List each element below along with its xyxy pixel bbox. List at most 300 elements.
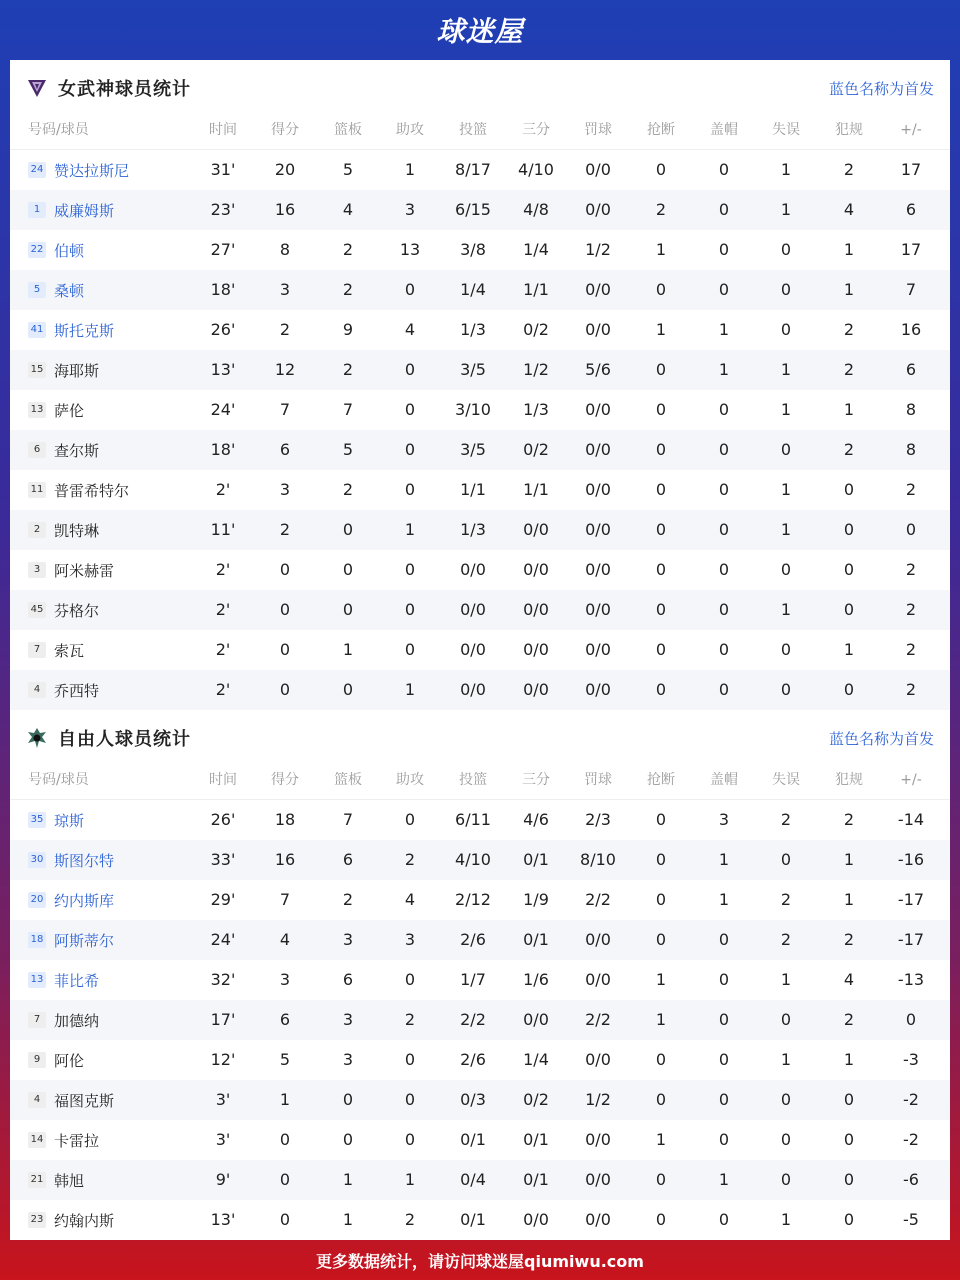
stat-cell: 0: [655, 810, 667, 829]
stat-cell: 0: [718, 680, 730, 699]
stat-cell: 18: [274, 810, 296, 829]
stat-cell: 29': [210, 890, 236, 909]
stat-cell: 0/0: [585, 1210, 611, 1229]
stat-cell: 0: [843, 680, 855, 699]
starter-note: 蓝色名称为首发: [828, 729, 934, 748]
stat-cell: 9: [342, 320, 354, 339]
player-row[interactable]: [10, 590, 950, 630]
stat-cell: 0: [655, 280, 667, 299]
jersey-number: 14: [28, 1132, 46, 1148]
player-name[interactable]: 赞达拉斯尼: [54, 161, 130, 180]
stat-cell: 1/4: [523, 240, 549, 259]
stat-cell: 0: [718, 240, 730, 259]
stat-cell: 0: [404, 560, 416, 579]
footer-banner[interactable]: [0, 1240, 960, 1280]
stat-cell: 0: [404, 280, 416, 299]
player-cell: [28, 510, 99, 550]
stat-cell: 5: [279, 1050, 291, 1069]
stat-cell: 5/6: [585, 360, 611, 379]
stat-cell: 1: [342, 1170, 354, 1189]
stat-cell: 7: [342, 400, 354, 419]
stat-cell: 2: [342, 360, 354, 379]
stat-cell: 0: [342, 680, 354, 699]
stat-cell: 16: [274, 200, 296, 219]
player-name[interactable]: 福图克斯: [54, 1091, 115, 1110]
stat-cell: 4: [404, 890, 416, 909]
player-row[interactable]: [10, 550, 950, 590]
stat-cell: 3/10: [455, 400, 491, 419]
stat-cell: 0: [843, 1090, 855, 1109]
stat-cell: 2/12: [455, 890, 491, 909]
stat-cell: 1: [718, 360, 730, 379]
stat-cell: 2: [342, 480, 354, 499]
player-name[interactable]: 芬格尔: [54, 601, 100, 620]
player-row[interactable]: [10, 920, 950, 960]
stat-cell: 1: [780, 360, 792, 379]
stat-cell: 3: [279, 280, 291, 299]
column-header: 抢断: [647, 772, 675, 788]
stat-cell: 23': [210, 200, 236, 219]
stat-cell: 2': [215, 480, 231, 499]
jersey-number: 7: [28, 642, 46, 658]
stat-cell: 0: [905, 520, 917, 539]
stat-cell: 0: [780, 640, 792, 659]
player-name[interactable]: 加德纳: [54, 1011, 100, 1030]
player-cell: [28, 840, 114, 880]
column-header: 时间: [209, 122, 237, 138]
player-row[interactable]: [10, 310, 950, 350]
stat-cell: 0/1: [523, 1170, 549, 1189]
player-row[interactable]: [10, 190, 950, 230]
player-row[interactable]: [10, 390, 950, 430]
stat-cell: 1: [843, 1050, 855, 1069]
stat-cell: 0: [718, 160, 730, 179]
player-name[interactable]: 菲比希: [54, 971, 100, 990]
player-cell: [28, 350, 99, 390]
stat-cell: 0: [404, 360, 416, 379]
stat-cell: 0: [718, 1130, 730, 1149]
stat-cell: 8: [279, 240, 291, 259]
stat-cell: 6/15: [455, 200, 491, 219]
player-row[interactable]: [10, 1040, 950, 1080]
starter-note: 蓝色名称为首发: [828, 79, 934, 98]
stat-cell: 2: [780, 890, 792, 909]
player-name[interactable]: 约翰内斯: [54, 1211, 115, 1230]
stat-cell: 4: [279, 930, 291, 949]
stat-cell: 24': [210, 400, 236, 419]
stat-cell: 8: [905, 440, 917, 459]
stat-cell: 2: [905, 680, 917, 699]
stat-cell: 3: [279, 480, 291, 499]
stat-cell: 1: [780, 160, 792, 179]
stat-cell: 17: [900, 240, 922, 259]
player-cell: [28, 1200, 114, 1240]
stat-cell: 1: [843, 850, 855, 869]
stat-cell: 1: [843, 640, 855, 659]
stats-card: [10, 60, 950, 1240]
stat-cell: 2: [279, 320, 291, 339]
stat-cell: 1: [718, 320, 730, 339]
column-header: 投篮: [459, 122, 487, 138]
stat-cell: 0: [342, 1090, 354, 1109]
stat-cell: 0: [718, 600, 730, 619]
stat-cell: 2: [843, 930, 855, 949]
jersey-number: 1: [28, 202, 46, 218]
jersey-number: 9: [28, 1052, 46, 1068]
stat-cell: 9': [215, 1170, 231, 1189]
stat-cell: 0: [780, 1090, 792, 1109]
player-row[interactable]: [10, 1080, 950, 1120]
column-header-player: 号码/球员: [28, 122, 89, 138]
player-row[interactable]: [10, 880, 950, 920]
stat-cell: 0: [780, 240, 792, 259]
stat-cell: 6: [279, 440, 291, 459]
stat-cell: -3: [903, 1050, 919, 1069]
stat-cell: 17': [210, 1010, 236, 1029]
stat-cell: 1: [843, 400, 855, 419]
player-name[interactable]: 乔西特: [54, 681, 100, 700]
stat-cell: 0: [342, 1130, 354, 1149]
player-name[interactable]: 伯顿: [54, 241, 85, 260]
player-row[interactable]: [10, 840, 950, 880]
jersey-number: 3: [28, 562, 46, 578]
stat-cell: 1: [780, 200, 792, 219]
stat-cell: 1/3: [460, 520, 486, 539]
column-header: +/-: [900, 772, 922, 788]
player-row[interactable]: [10, 670, 950, 710]
stat-cell: -17: [897, 930, 925, 949]
stat-cell: 0/0: [585, 480, 611, 499]
stat-cell: 6: [905, 360, 917, 379]
player-name[interactable]: 韩旭: [54, 1171, 85, 1190]
stat-cell: 2: [342, 890, 354, 909]
stat-cell: 0: [655, 1210, 667, 1229]
stat-cell: 0/0: [585, 640, 611, 659]
player-cell: [28, 390, 84, 430]
player-row[interactable]: [10, 430, 950, 470]
stat-cell: 0/4: [460, 1170, 486, 1189]
player-name[interactable]: 阿斯蒂尔: [54, 931, 115, 950]
stat-cell: 0: [843, 1210, 855, 1229]
jersey-number: 2: [28, 522, 46, 538]
stat-cell: 0: [279, 560, 291, 579]
column-header: 犯规: [835, 772, 863, 788]
stat-cell: 1/2: [585, 1090, 611, 1109]
stat-cell: 1: [655, 1010, 667, 1029]
column-header: 得分: [271, 122, 299, 138]
stat-cell: 1: [718, 1170, 730, 1189]
stat-cell: 18': [210, 440, 236, 459]
stat-cell: 0/0: [523, 520, 549, 539]
stat-cell: 0/2: [523, 320, 549, 339]
stat-cell: 1: [843, 240, 855, 259]
column-header: 得分: [271, 772, 299, 788]
stat-cell: 0/0: [585, 400, 611, 419]
player-row[interactable]: [10, 470, 950, 510]
stat-cell: 0: [780, 850, 792, 869]
stat-cell: 0: [718, 1050, 730, 1069]
stat-cell: 2: [843, 440, 855, 459]
stat-cell: 0: [655, 1170, 667, 1189]
stat-cell: 1: [718, 890, 730, 909]
stat-cell: 0: [780, 1170, 792, 1189]
player-name[interactable]: 威廉姆斯: [54, 201, 115, 220]
player-row[interactable]: [10, 270, 950, 310]
stat-cell: 2': [215, 640, 231, 659]
stat-cell: 1: [342, 1210, 354, 1229]
column-header-row: [10, 110, 950, 150]
stat-cell: 0: [655, 930, 667, 949]
stat-cell: 0/0: [585, 930, 611, 949]
player-name[interactable]: 海耶斯: [54, 361, 100, 380]
stat-cell: 0/0: [585, 1130, 611, 1149]
stat-cell: 2: [342, 240, 354, 259]
stat-cell: 2: [780, 930, 792, 949]
player-name[interactable]: 桑顿: [54, 281, 85, 300]
player-name[interactable]: 斯托克斯: [54, 321, 115, 340]
stat-cell: 0: [279, 640, 291, 659]
player-row[interactable]: [10, 350, 950, 390]
column-header: 三分: [522, 122, 550, 138]
stat-cell: 1: [780, 1210, 792, 1229]
player-row[interactable]: [10, 1200, 950, 1240]
stat-cell: 0: [780, 560, 792, 579]
stat-cell: 4: [342, 200, 354, 219]
stat-cell: 0: [279, 1210, 291, 1229]
stat-cell: 4/8: [523, 200, 549, 219]
player-cell: [28, 1120, 99, 1160]
stat-cell: 4/6: [523, 810, 549, 829]
stat-cell: 0: [279, 600, 291, 619]
stat-cell: 2: [905, 560, 917, 579]
player-row[interactable]: [10, 630, 950, 670]
player-row[interactable]: [10, 800, 950, 840]
stat-cell: 1: [404, 680, 416, 699]
stat-cell: 0: [655, 560, 667, 579]
stat-cell: 6: [342, 850, 354, 869]
stat-cell: 4/10: [455, 850, 491, 869]
stat-cell: 2: [905, 600, 917, 619]
player-cell: [28, 470, 129, 510]
player-name[interactable]: 斯图尔特: [54, 851, 115, 870]
stat-cell: 0: [404, 1050, 416, 1069]
stat-cell: 3: [404, 200, 416, 219]
stat-cell: 2/6: [460, 930, 486, 949]
team-title: 自由人球员统计: [58, 729, 191, 750]
stat-cell: 2: [905, 640, 917, 659]
stat-cell: -16: [897, 850, 925, 869]
stat-cell: 16: [900, 320, 922, 339]
stat-cell: 1: [404, 160, 416, 179]
stat-cell: 1/1: [523, 280, 549, 299]
stat-cell: 0: [718, 400, 730, 419]
player-cell: [28, 430, 99, 470]
stat-cell: 3: [404, 930, 416, 949]
stat-cell: 27': [210, 240, 236, 259]
stat-cell: 0: [655, 360, 667, 379]
stat-cell: 8/17: [455, 160, 491, 179]
player-cell: [28, 150, 129, 190]
stat-cell: 0/1: [523, 930, 549, 949]
player-name[interactable]: 琼斯: [54, 811, 85, 830]
stat-cell: 2: [655, 200, 667, 219]
stat-cell: 1/3: [523, 400, 549, 419]
stat-cell: 0: [780, 320, 792, 339]
stat-cell: 0: [404, 480, 416, 499]
stat-cell: 18': [210, 280, 236, 299]
player-row[interactable]: [10, 1120, 950, 1160]
team-section-header: [10, 60, 950, 116]
player-cell: [28, 630, 84, 670]
player-cell: [28, 800, 84, 840]
player-name[interactable]: 索瓦: [54, 641, 85, 660]
player-name[interactable]: 萨伦: [54, 401, 85, 420]
player-cell: [28, 670, 99, 710]
stat-cell: 1: [655, 1130, 667, 1149]
stat-cell: 2/2: [460, 1010, 486, 1029]
stat-cell: 0: [404, 1130, 416, 1149]
stat-cell: 1: [279, 1090, 291, 1109]
jersey-number: 41: [28, 322, 46, 338]
jersey-number: 7: [28, 1012, 46, 1028]
stat-cell: 1: [718, 850, 730, 869]
player-row[interactable]: [10, 150, 950, 190]
stat-cell: -2: [903, 1130, 919, 1149]
stat-cell: 1: [780, 600, 792, 619]
column-header: +/-: [900, 122, 922, 138]
stat-cell: 2: [843, 160, 855, 179]
stat-cell: 2/2: [585, 1010, 611, 1029]
jersey-number: 4: [28, 1092, 46, 1108]
jersey-number: 6: [28, 442, 46, 458]
player-cell: [28, 1080, 114, 1120]
stat-cell: 0: [780, 440, 792, 459]
stat-cell: 12': [210, 1050, 236, 1069]
column-header: 罚球: [584, 772, 612, 788]
player-name[interactable]: 查尔斯: [54, 441, 100, 460]
player-name[interactable]: 凯特琳: [54, 521, 100, 540]
stat-cell: 0/0: [460, 680, 486, 699]
column-header-row: [10, 760, 950, 800]
stat-cell: 26': [210, 320, 236, 339]
stat-cell: 4: [843, 200, 855, 219]
stat-cell: 1: [404, 1170, 416, 1189]
stat-cell: 2: [404, 1210, 416, 1229]
stat-cell: 32': [210, 970, 236, 989]
stat-cell: 13': [210, 360, 236, 379]
top-bar: [0, 0, 960, 60]
stat-cell: 24': [210, 930, 236, 949]
stat-cell: 0/0: [585, 440, 611, 459]
stat-cell: 0/0: [585, 970, 611, 989]
stat-cell: 7: [905, 280, 917, 299]
stat-cell: 6/11: [455, 810, 491, 829]
column-header-player: 号码/球员: [28, 772, 89, 788]
stat-cell: 0: [780, 1010, 792, 1029]
stat-cell: 0: [780, 280, 792, 299]
jersey-number: 13: [28, 972, 46, 988]
stat-cell: 0: [655, 440, 667, 459]
stat-cell: 0: [655, 640, 667, 659]
stat-cell: 6: [279, 1010, 291, 1029]
stat-cell: 0: [718, 480, 730, 499]
player-row[interactable]: [10, 1160, 950, 1200]
stat-cell: 0: [655, 600, 667, 619]
stat-cell: 1/1: [460, 480, 486, 499]
stat-cell: 17: [900, 160, 922, 179]
stat-cell: 3/5: [460, 360, 486, 379]
stat-cell: 1: [780, 520, 792, 539]
stat-cell: 3: [718, 810, 730, 829]
player-row[interactable]: [10, 230, 950, 270]
stat-cell: 0: [404, 440, 416, 459]
player-name[interactable]: 阿米赫雷: [54, 561, 115, 580]
player-name[interactable]: 阿伦: [54, 1051, 85, 1070]
stat-cell: 31': [210, 160, 236, 179]
stat-cell: 0/0: [460, 560, 486, 579]
player-name[interactable]: 卡雷拉: [54, 1131, 100, 1150]
column-header: 犯规: [835, 122, 863, 138]
stat-cell: 0/0: [585, 1050, 611, 1069]
player-cell: [28, 1040, 84, 1080]
stat-cell: 0: [342, 600, 354, 619]
stat-cell: 2: [843, 320, 855, 339]
stat-cell: 0: [905, 1010, 917, 1029]
stat-cell: 0/0: [585, 520, 611, 539]
stat-cell: 0: [404, 1090, 416, 1109]
stat-cell: 1/2: [585, 240, 611, 259]
player-name[interactable]: 约内斯库: [54, 891, 115, 910]
stat-cell: -5: [903, 1210, 919, 1229]
site-logo[interactable]: 球迷屋: [436, 15, 524, 48]
stat-cell: 0: [655, 160, 667, 179]
player-cell: [28, 270, 84, 310]
stat-cell: 1/7: [460, 970, 486, 989]
stat-cell: -17: [897, 890, 925, 909]
column-header: 失误: [772, 122, 800, 138]
stat-cell: 2/6: [460, 1050, 486, 1069]
stat-cell: 0: [780, 680, 792, 699]
stat-cell: 0: [279, 1170, 291, 1189]
stat-cell: 0: [718, 280, 730, 299]
stat-cell: 1: [780, 1050, 792, 1069]
stat-cell: 2: [342, 280, 354, 299]
stat-cell: 0/0: [585, 320, 611, 339]
stat-cell: 6: [905, 200, 917, 219]
stat-cell: 0: [718, 200, 730, 219]
stat-cell: 0/0: [585, 160, 611, 179]
stat-cell: 0/2: [523, 440, 549, 459]
player-row[interactable]: [10, 1000, 950, 1040]
jersey-number: 22: [28, 242, 46, 258]
jersey-number: 35: [28, 812, 46, 828]
player-name[interactable]: 普雷希特尔: [54, 481, 130, 500]
stat-cell: 7: [342, 810, 354, 829]
stat-cell: 1/6: [523, 970, 549, 989]
player-row[interactable]: [10, 960, 950, 1000]
stat-cell: 4: [843, 970, 855, 989]
stat-cell: 0/2: [523, 1090, 549, 1109]
stat-cell: 16: [274, 850, 296, 869]
stat-cell: 0: [404, 400, 416, 419]
stat-cell: -2: [903, 1090, 919, 1109]
player-row[interactable]: [10, 510, 950, 550]
stat-cell: 0: [342, 560, 354, 579]
stat-cell: 5: [342, 160, 354, 179]
stat-cell: 0/0: [523, 600, 549, 619]
stat-cell: 1: [404, 520, 416, 539]
stat-cell: 3: [342, 1010, 354, 1029]
